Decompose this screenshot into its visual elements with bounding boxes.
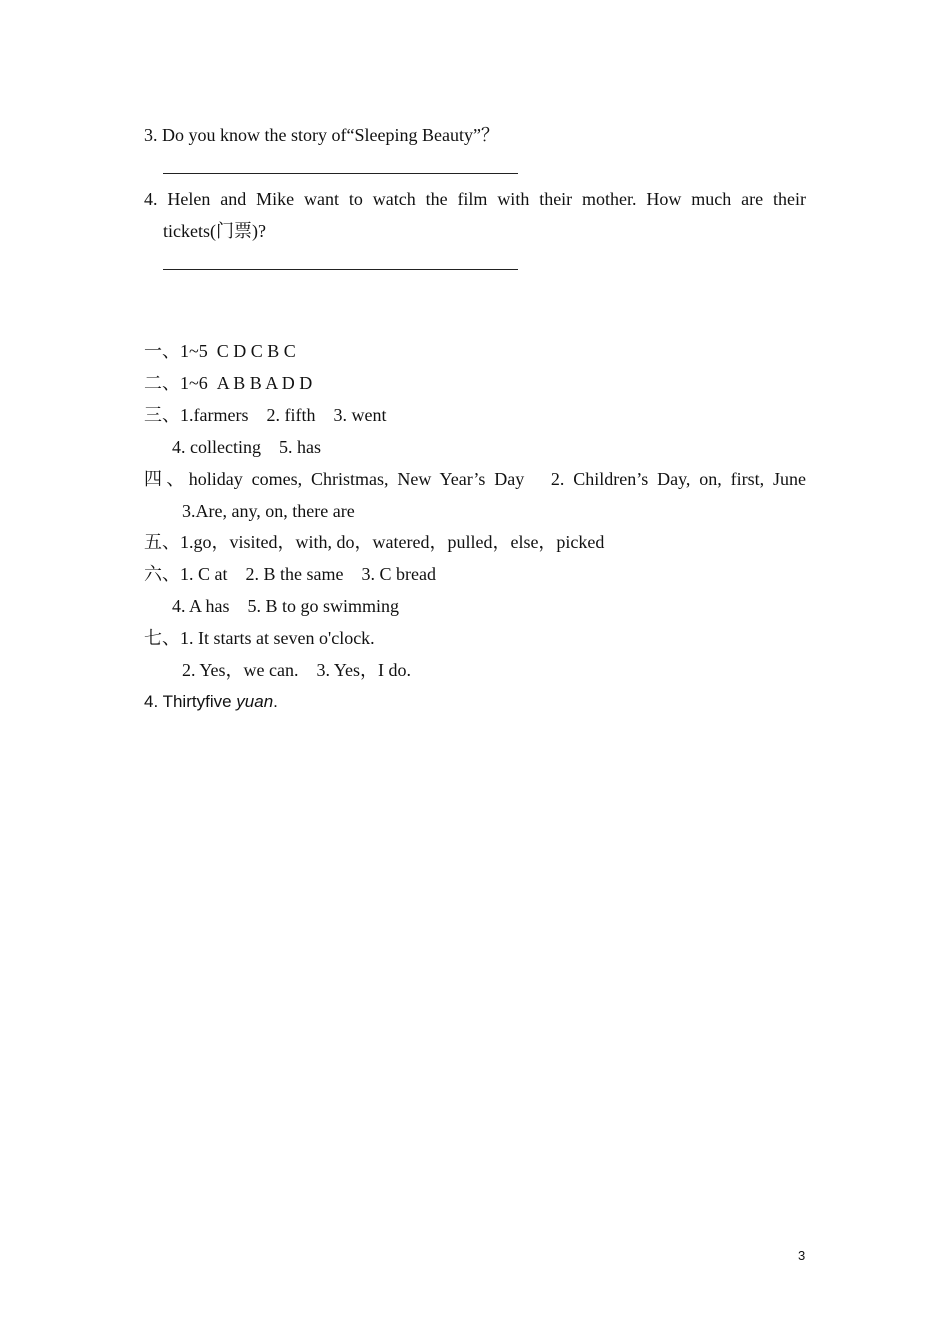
answer-blank-4[interactable]	[163, 269, 518, 270]
answer-section-3-line-1: 三、1.farmers 2. fifth 3. went	[144, 405, 387, 425]
answer-section-1: 一、1~5 C D C B C	[144, 341, 296, 361]
question-3: 3. Do you know the story of“Sleeping Beauty”？	[144, 125, 499, 145]
answer-7-4-suffix: .	[273, 692, 278, 711]
answer-section-7-line-2: 2. Yes，we can. 3. Yes，I do.	[182, 660, 412, 680]
answer-section-2: 二、1~6 A B B A D D	[144, 373, 313, 393]
answer-section-4-line-1: 四、holiday comes, Christmas, New Year’s Day 2. Children’s Day, on, first, June	[144, 469, 806, 489]
page-number: 3	[798, 1248, 806, 1263]
question-4-line-1: 4. Helen and Mike want to watch the film with their mother. How much are their	[144, 189, 806, 209]
answer-section-6-line-2: 4. A has 5. B to go swimming	[172, 596, 400, 616]
answer-section-6-line-1: 六、1. C at 2. B the same 3. C bread	[144, 564, 436, 584]
answer-blank-3[interactable]	[163, 173, 518, 174]
answer-section-7-line-1: 七、1. It starts at seven o'clock.	[144, 628, 375, 648]
question-4-line-2: tickets(门票)?	[163, 221, 266, 241]
answer-section-7-line-3	[144, 691, 278, 713]
answer-section-3-line-2: 4. collecting 5. has	[172, 437, 321, 457]
answer-section-4-line-2: 3.Are, any, on, there are	[182, 501, 355, 521]
answer-7-4-italic: yuan	[236, 692, 274, 711]
answer-7-4-prefix: 4. Thirtyfive	[144, 692, 237, 711]
answer-section-5: 五、1.go，visited，with, do，watered，pulled，else，picked	[144, 532, 605, 552]
